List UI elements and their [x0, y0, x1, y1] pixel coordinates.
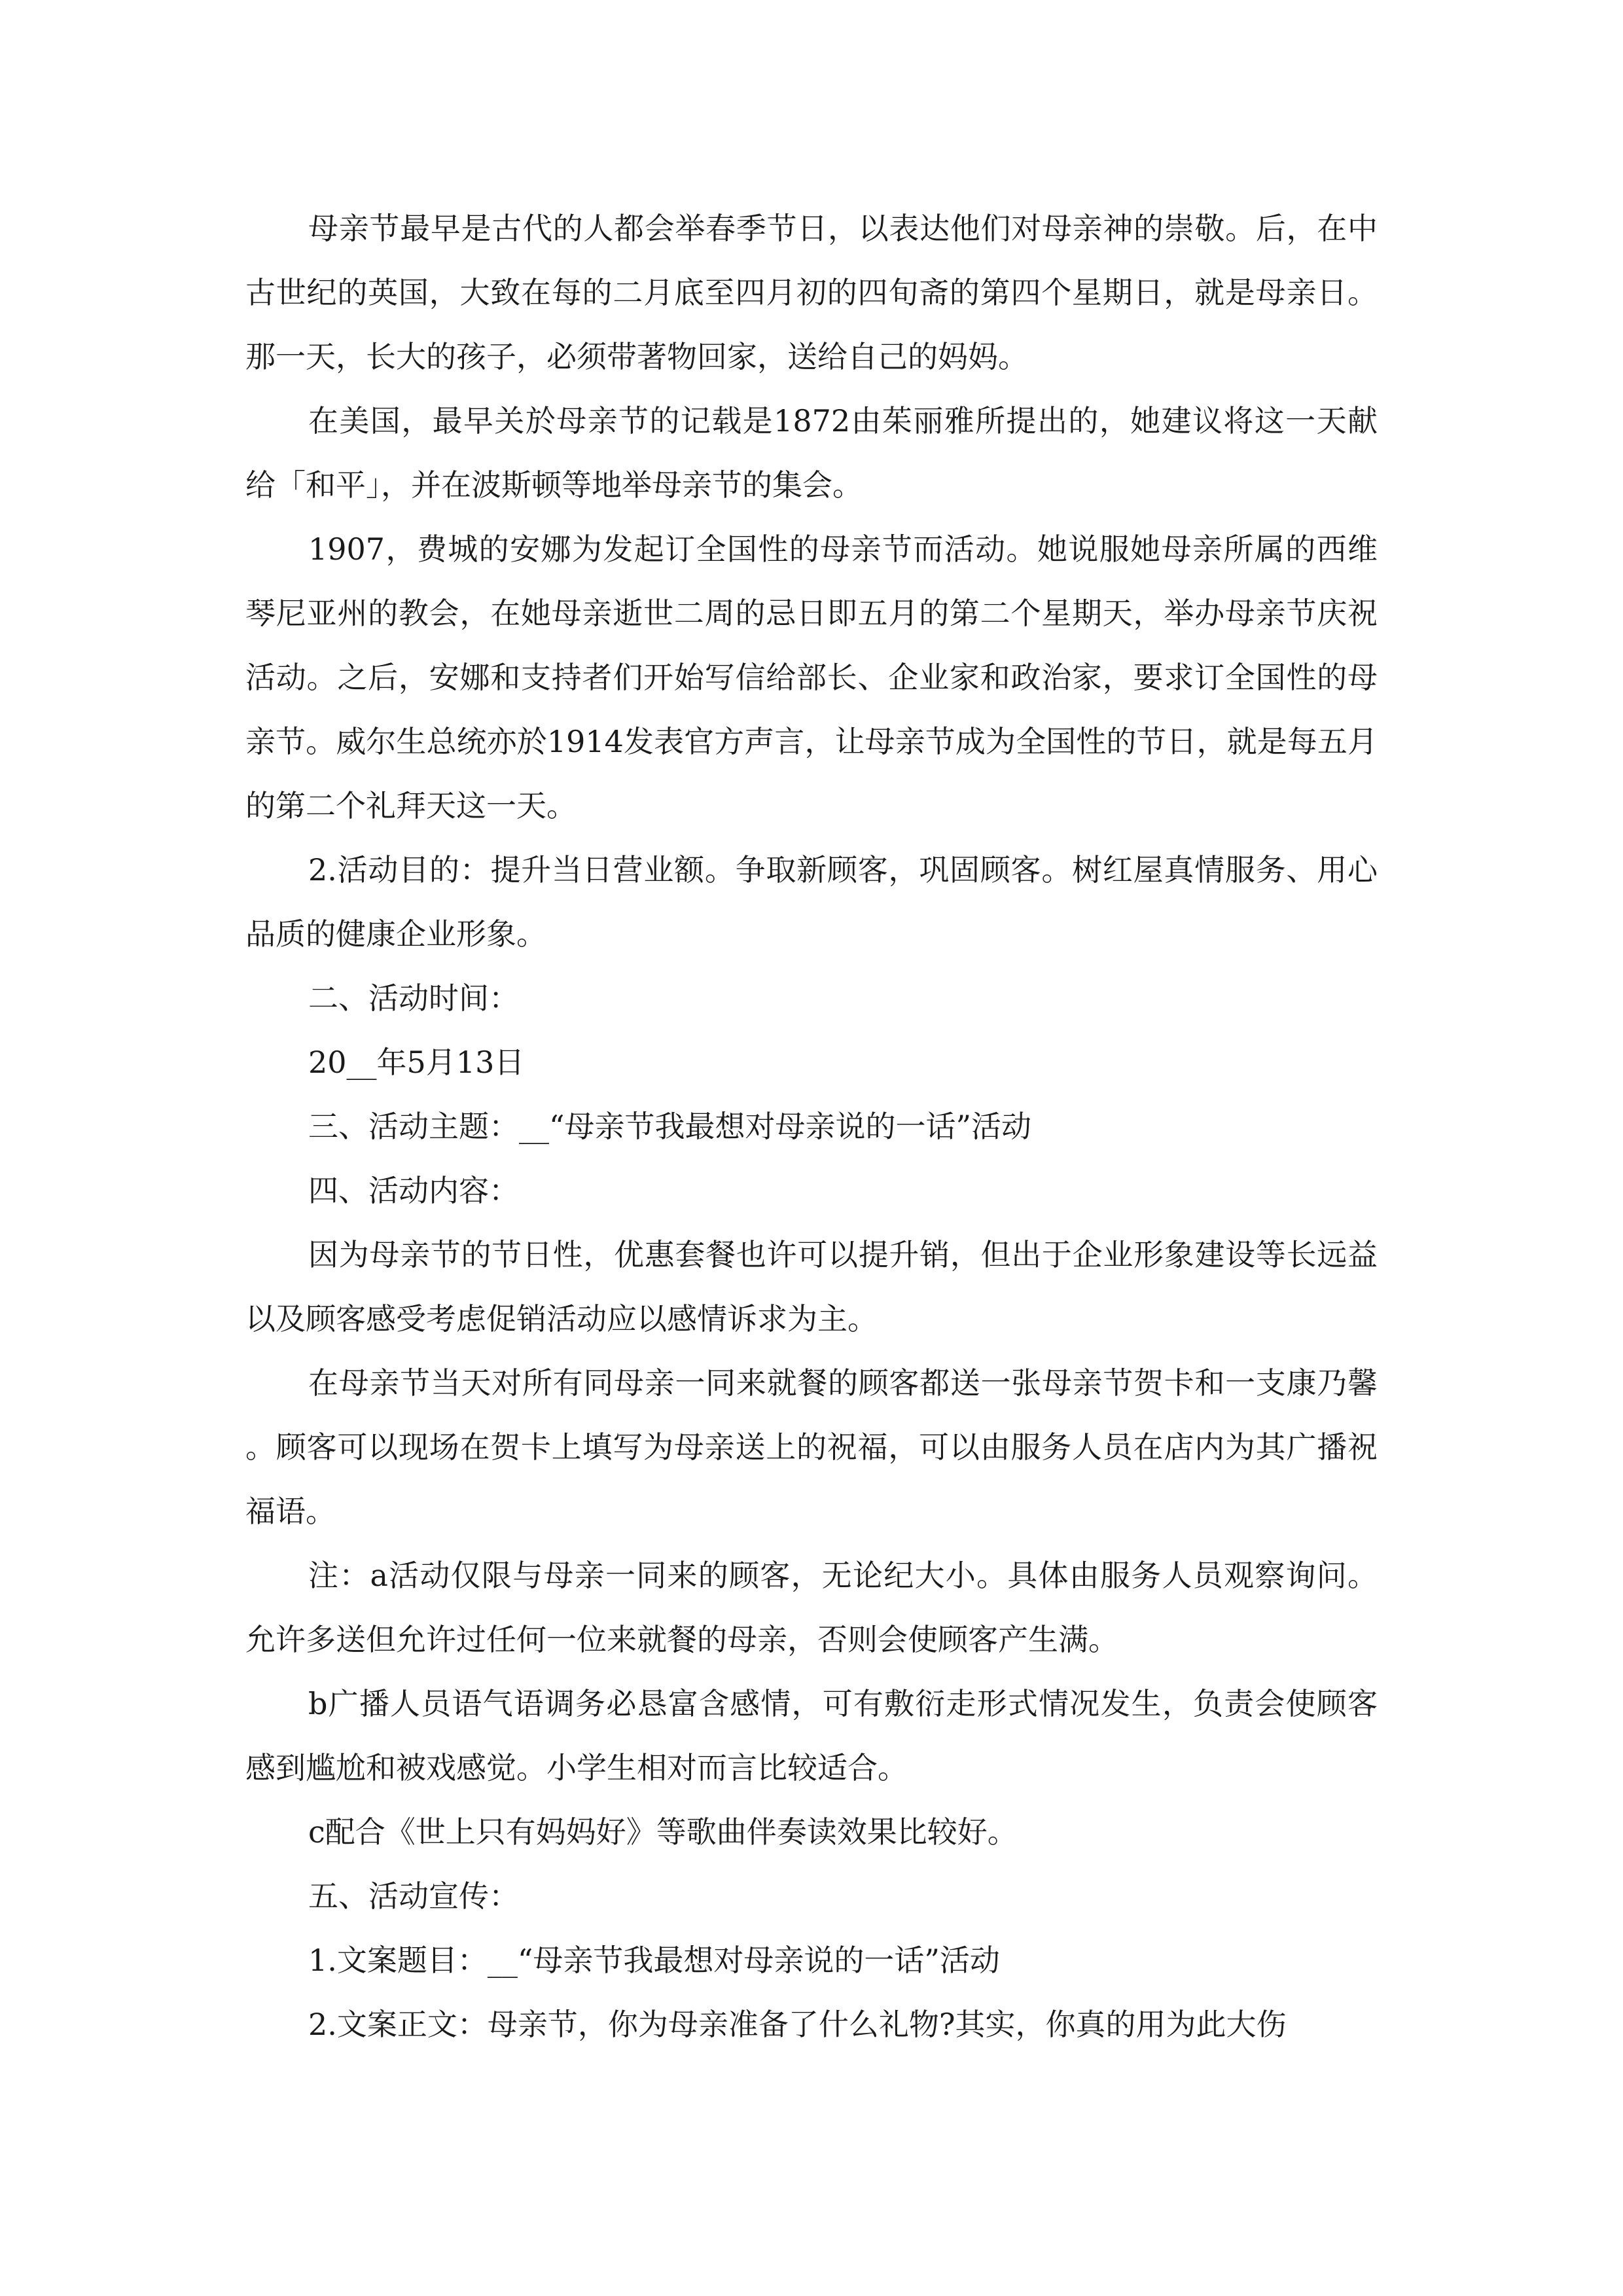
- paragraph-copy-body: 2.文案正文：母亲节，你为母亲准备了什么礼物?其实，你真的用为此大伤: [308, 2007, 1287, 2042]
- paragraph-promotion-approach: 因为母亲节的节日性，优惠套餐也许可以提升销，但出于企业形象建设等长远益以及顾客感受考虑促销活动应以感情诉求为主。: [245, 1237, 1378, 1336]
- heading-activity-content: 四、活动内容：: [308, 1173, 519, 1208]
- paragraph-anna-campaign: 1907，费城的安娜为发起订全国性的母亲节而活动。她说服她母亲所属的西维琴尼亚州的教会，在她母亲逝世二周的忌日即五月的第二个星期天，举办母亲节庆祝活动。之后，安娜和支持者们开始写信给部长、企业家和政治家，要求订全国性的母亲节。威尔生总统亦於1914发表官方声言，让母亲节成为全国性的节日，就是每五月的第二个礼拜天这一天。: [245, 531, 1378, 823]
- paragraph-us-history: 在美国，最早关於母亲节的记载是1872由茱丽雅所提出的，她建议将这一天献给「和平」，并在波斯顿等地举母亲节的集会。: [245, 403, 1378, 503]
- paragraph-mothers-day-origin: 母亲节最早是古代的人都会举春季节日，以表达他们对母亲神的崇敬。后，在中古世纪的英国，大致在每的二月底至四月初的四旬斋的第四个星期日，就是母亲日。那一天，长大的孩子，必须带著物回家，送给自己的妈妈。: [245, 211, 1378, 374]
- paragraph-activity-purpose: 2.活动目的：提升当日营业额。争取新顾客，巩固顾客。树红屋真情服务、用心品质的健康企业形象。: [245, 852, 1378, 952]
- paragraph-note-a: 注：a活动仅限与母亲一同来的顾客，无论纪大小。具体由服务人员观察询问。允许多送但允许过任何一位来就餐的母亲，否则会使顾客产生满。: [245, 1558, 1378, 1657]
- paragraph-activity-date: 20__年5月13日: [308, 1045, 525, 1080]
- heading-activity-theme: 三、活动主题：__“母亲节我最想对母亲说的一话”活动: [308, 1109, 1032, 1144]
- paragraph-greeting-card: 在母亲节当天对所有同母亲一同来就餐的顾客都送一张母亲节贺卡和一支康乃馨。顾客可以现场在贺卡上填写为母亲送上的祝福，可以由服务人员在店内为其广播祝福语。: [245, 1365, 1378, 1529]
- paragraph-note-b: b广播人员语气语调务必恳富含感情，可有敷衍走形式情况发生，负责会使顾客感到尴尬和被戏感觉。小学生相对而言比较适合。: [245, 1686, 1378, 1785]
- heading-activity-time: 二、活动时间：: [308, 980, 519, 1016]
- document-body: [245, 196, 1378, 2056]
- paragraph-copy-title: 1.文案题目：__“母亲节我最想对母亲说的一话”活动: [308, 1943, 1000, 1978]
- heading-activity-publicity: 五、活动宣传：: [308, 1878, 519, 1914]
- paragraph-note-c: c配合《世上只有妈妈好》等歌曲伴奏读效果比较好。: [308, 1814, 1018, 1850]
